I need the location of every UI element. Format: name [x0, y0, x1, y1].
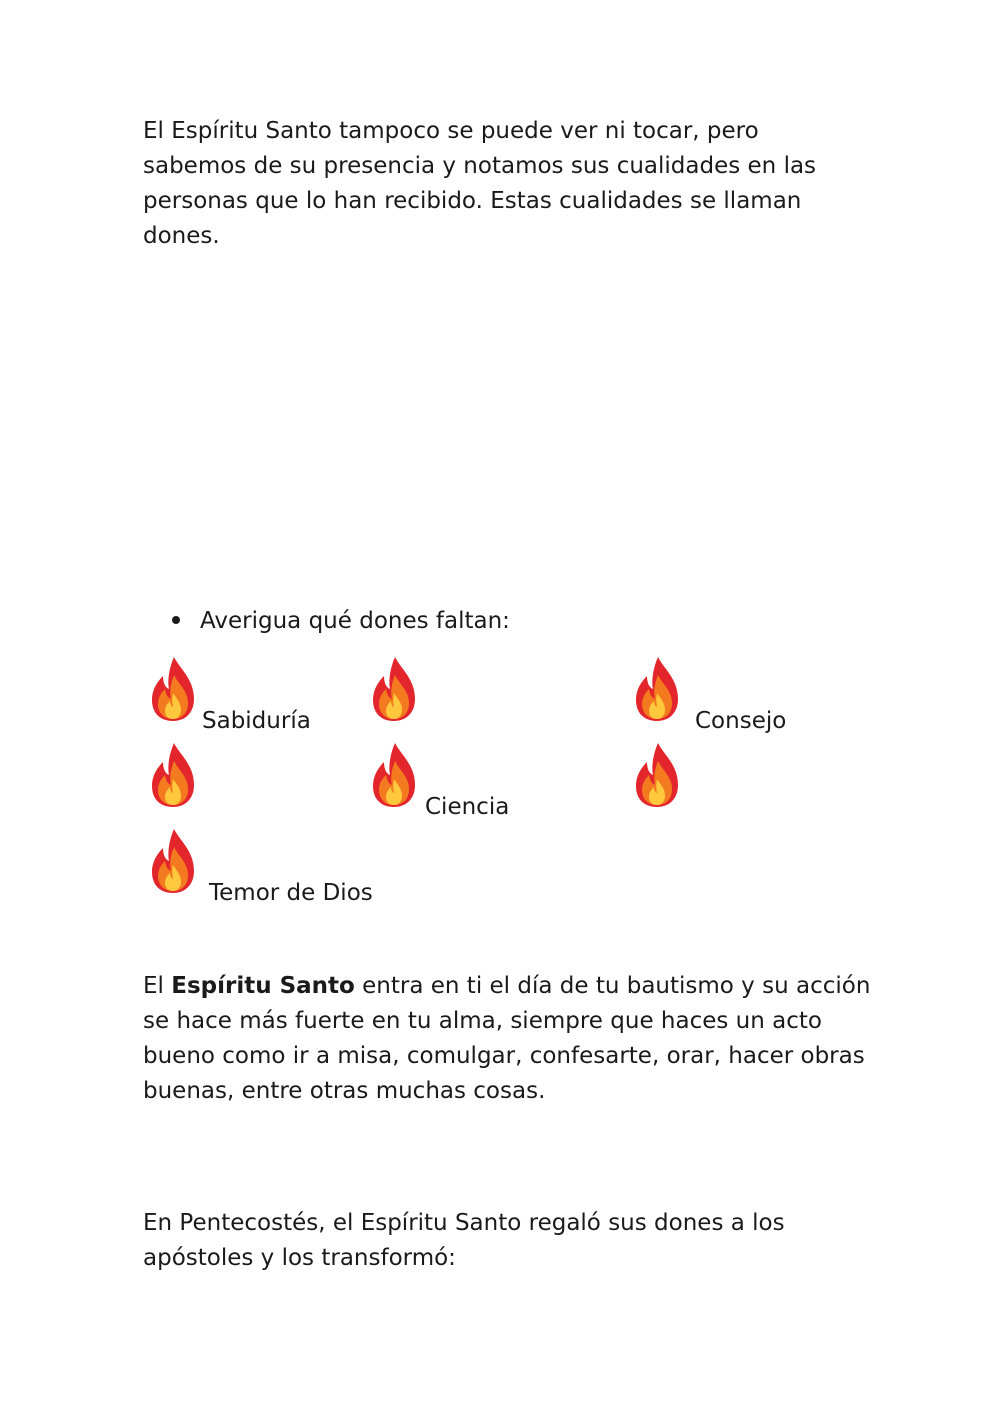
- flame-emoji-icon: [150, 655, 196, 723]
- baptism-line: buenas, entre otras muchas cosas.: [143, 1078, 546, 1104]
- baptism-line1-rest: entra en ti el día de tu bautismo y su acción: [354, 973, 871, 999]
- espiritu-santo-bold: Espíritu Santo: [171, 973, 355, 999]
- flame-emoji-icon: [371, 741, 417, 809]
- intro-line: El Espíritu Santo tampoco se puede ver ni tocar, pero: [143, 118, 759, 144]
- instruction-text: Averigua qué dones faltan:: [200, 608, 510, 634]
- bullet-dot-icon: [172, 616, 180, 624]
- baptism-lead: El: [143, 973, 172, 999]
- gift-label-sabiduria: Sabiduría: [202, 708, 311, 734]
- intro-line: personas que lo han recibido. Estas cualidades se llaman: [143, 188, 802, 214]
- pentecost-paragraph: [143, 1206, 863, 1276]
- baptism-paragraph: [143, 969, 871, 1109]
- intro-paragraph: [143, 114, 863, 254]
- flame-emoji-icon: [150, 827, 196, 895]
- baptism-line: bueno como ir a misa, comulgar, confesarte, orar, hacer obras: [143, 1043, 865, 1069]
- intro-line: sabemos de su presencia y notamos sus cualidades en las: [143, 153, 817, 179]
- baptism-line: [143, 969, 871, 1004]
- baptism-line: se hace más fuerte en tu alma, siempre que haces un acto: [143, 1008, 822, 1034]
- flame-emoji-icon: [150, 741, 196, 809]
- flame-emoji-icon: [634, 741, 680, 809]
- activity-instruction: [172, 604, 510, 639]
- flame-emoji-icon: [634, 655, 680, 723]
- gift-label-consejo: Consejo: [695, 708, 787, 734]
- intro-line: dones.: [143, 223, 220, 249]
- pentecost-line: apóstoles y los transformó:: [143, 1245, 456, 1271]
- gift-label-ciencia: Ciencia: [425, 794, 510, 820]
- gift-label-temor-de-dios: Temor de Dios: [209, 880, 373, 906]
- flame-emoji-icon: [371, 655, 417, 723]
- pentecost-line: En Pentecostés, el Espíritu Santo regaló sus dones a los: [143, 1210, 785, 1236]
